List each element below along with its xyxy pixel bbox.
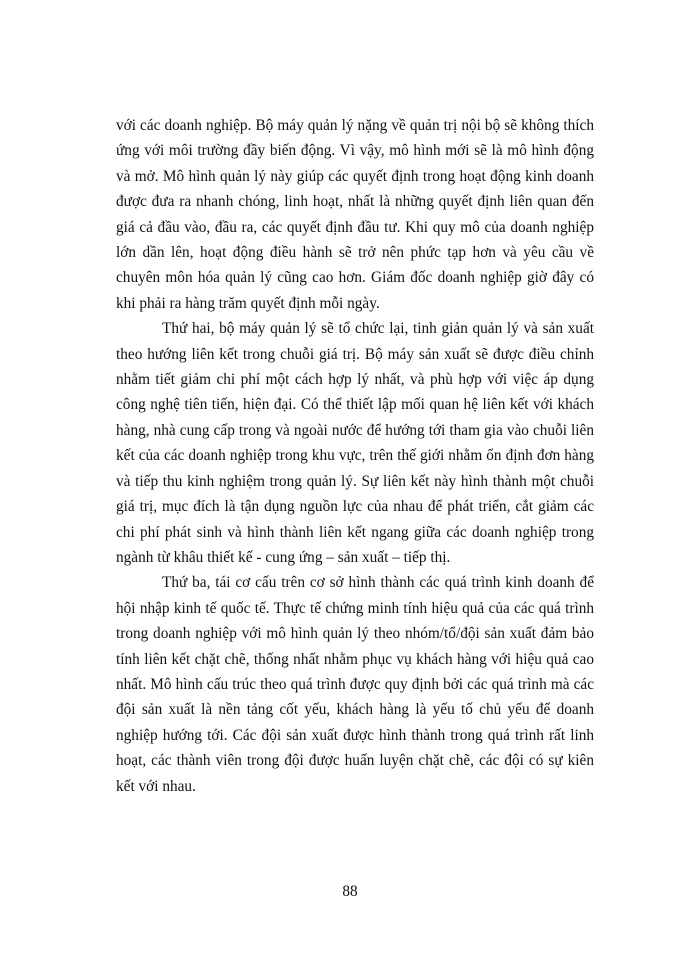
body-text: [116, 113, 594, 799]
paragraph-thu-hai: Thứ hai, bộ máy quản lý sẽ tổ chức lại, tinh giản quản lý và sản xuất theo hướng liên kết trong chuỗi giá trị. Bộ máy sản xuất sẽ được điều chỉnh nhằm tiết giảm chi phí một cách hợp lý nhất, và phù hợp với việc áp dụng công nghệ tiên tiến, hiện đại. Có thể thiết lập mối quan hệ liên kết với khách hàng, nhà cung cấp trong và ngoài nước để hướng tới tham gia vào chuỗi liên kết của các doanh nghiệp trong khu vực, trên thế giới nhằm ổn định đơn hàng và tiếp thu kinh nghiệm trong quản lý. Sự liên kết này hình thành một chuỗi giá trị, mục đích là tận dụng nguồn lực của nhau để phát triển, cắt giảm các chi phí phát sinh và hình thành liên kết ngang giữa các doanh nghiệp trong ngành từ khâu thiết kế - cung ứng – sản xuất – tiếp thị.: [116, 320, 594, 566]
paragraph-continued: với các doanh nghiệp. Bộ máy quản lý nặng về quản trị nội bộ sẽ không thích ứng với môi trường đầy biến động. Vì vậy, mô hình mới sẽ là mô hình động và mở. Mô hình quản lý này giúp các quyết định trong hoạt động kinh doanh được đưa ra nhanh chóng, linh hoạt, nhất là những quyết định liên quan đến giá cả đầu vào, đầu ra, các quyết định đầu tư. Khi quy mô của doanh nghiệp lớn dần lên, hoạt động điều hành sẽ trở nên phức tạp hơn và yêu cầu về chuyên môn hóa quản lý cũng cao hơn. Giám đốc doanh nghiệp giờ đây có khi phải ra hàng trăm quyết định mỗi ngày.: [116, 117, 594, 312]
page-number: 88: [342, 883, 358, 900]
paragraph-thu-ba: Thứ ba, tái cơ cấu trên cơ sở hình thành các quá trình kinh doanh để hội nhập kinh tế quốc tế. Thực tế chứng minh tính hiệu quả của các quá trình trong doanh nghiệp với mô hình quản lý theo nhóm/tổ/đội sản xuất đảm bảo tính liên kết chặt chẽ, thống nhất nhằm phục vụ khách hàng với hiệu quả cao nhất. Mô hình cấu trúc theo quá trình được quy định bởi các quá trình mà các đội sản xuất là nền tảng cốt yếu, khách hàng là yếu tố chủ yếu để doanh nghiệp hướng tới. Các đội sản xuất được hình thành trong quá trình rất linh hoạt, các thành viên trong đội được huấn luyện chặt chẽ, các đội có sự kiên kết với nhau.: [116, 574, 594, 795]
